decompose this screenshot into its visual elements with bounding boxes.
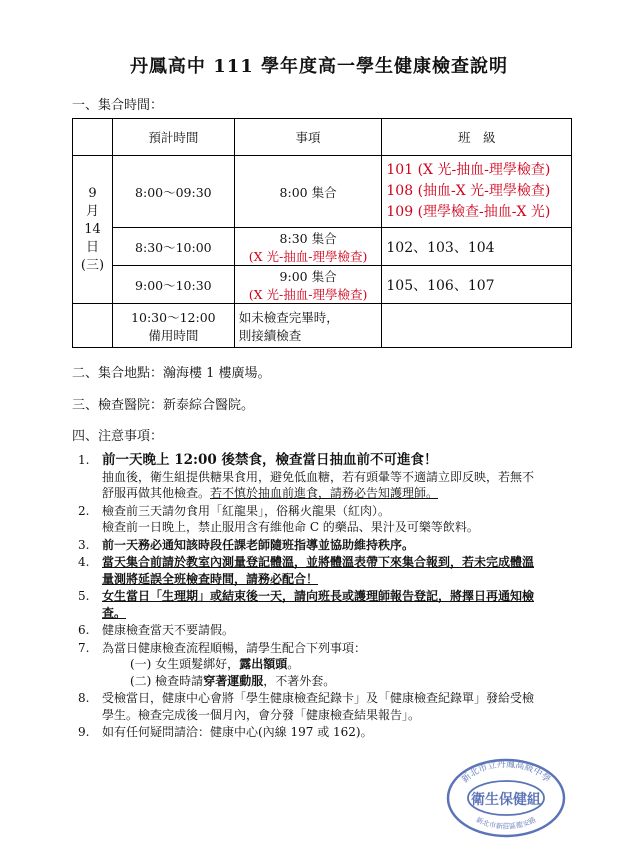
class-cell: 102、103、104 (382, 228, 572, 266)
schedule-table (72, 118, 572, 348)
note-item-5: 5. 女生當日「生理期」或結束後一天，請向班長或護理師報告登記，將擇日再通知檢 查。 (78, 589, 535, 620)
item-cell: 8:00 集合 (234, 156, 382, 228)
item-cell: 如未檢查完畢時， 則接續檢查 (234, 304, 382, 348)
stamp-outer-text: 新北市立丹鳳高級中學 (460, 759, 552, 786)
section-assembly-place: 二、集合地點：瀚海樓 1 樓廣場。 (72, 366, 271, 381)
item-cell: 9:00 集合 (X 光-抽血-理學檢查) (234, 266, 382, 304)
class-cell: 101 (X 光-抽血-理學檢查) 108 (抽血-X 光-理學檢查) 109 (理學檢查-抽血-X 光) (382, 156, 572, 228)
note-item-6: 6. 健康檢查當天不要請假。 (78, 623, 235, 637)
note-item-9: 9. 如有任何疑問請洽：健康中心(內線 197 或 162)。 (78, 725, 373, 739)
note-item-7: 7. 為當日健康檢查流程順暢，請學生配合下列事項： (一) 女生頭髮綁好，露出額頭。 (二) 檢查時請穿著運動服，不著外套。 (78, 640, 367, 688)
date-cell: 9 月 14 日 (三) (73, 156, 113, 304)
section-assembly-time: 一、集合時間： (72, 98, 164, 113)
time-cell: 9:00～10:30 (112, 266, 234, 304)
time-cell: 8:00～09:30 (112, 156, 234, 228)
class-cell: 105、106、107 (382, 266, 572, 304)
notes-list (78, 452, 568, 742)
note-item-4: 4. 當天集合前請於教室內測量登記體溫，並將體溫表帶下來集合報到，若未完成體溫 量測將延誤全班檢查時間，請務必配合！ (78, 555, 535, 586)
time-cell: 8:30～10:00 (112, 228, 234, 266)
header-class: 班 級 (382, 119, 572, 156)
time-cell: 10:30～12:00 備用時間 (112, 304, 234, 348)
page-title: 丹鳳高中 111 學年度高一學生健康檢查說明 (129, 56, 509, 77)
school-health-stamp (444, 757, 568, 839)
table-row (73, 228, 572, 266)
note-item-1: 1. 前一天晚上 12:00 後禁食，檢查當日抽血前不可進食！ 抽血後，衛生組提供糖果食用，避免低血糖，若有頭暈等不適請立即反映，若無不 舒服再做其他檢查。若不慎於抽血前進食，請務必告知護理師。 (78, 452, 535, 500)
stamp-bottom-text: 新北市新莊區龍安路 (474, 815, 538, 831)
class-cell (382, 304, 572, 348)
table-row (73, 156, 572, 228)
header-item: 事項 (234, 119, 382, 156)
note-item-8: 8. 受檢當日，健康中心會將「學生健康檢查紀錄卡」及「健康檢查紀錄單」發給受檢 學生。檢查完成後一個月內，會分發「健康檢查結果報告」。 (78, 691, 535, 722)
table-header-row (73, 119, 572, 156)
note-item-3: 3. 前一天務必通知該時段任課老師隨班指導並協助維持秩序。 (78, 537, 415, 552)
item-cell: 8:30 集合 (X 光-抽血-理學檢查) (234, 228, 382, 266)
table-row (73, 304, 572, 348)
note-item-2: 2. 檢查前三天請勿食用「紅龍果」，俗稱火龍果（紅肉）。 檢查前一日晚上，禁止服用含有維他命 C 的藥品、果汁及可樂等飲料。 (78, 503, 479, 534)
table-row (73, 266, 572, 304)
header-time: 預計時間 (112, 119, 234, 156)
stamp-center-text: 衛生保健組 (471, 792, 541, 808)
section-notes-heading: 四、注意事項： (72, 429, 164, 444)
section-hospital: 三、檢查醫院：新泰綜合醫院。 (72, 398, 255, 413)
